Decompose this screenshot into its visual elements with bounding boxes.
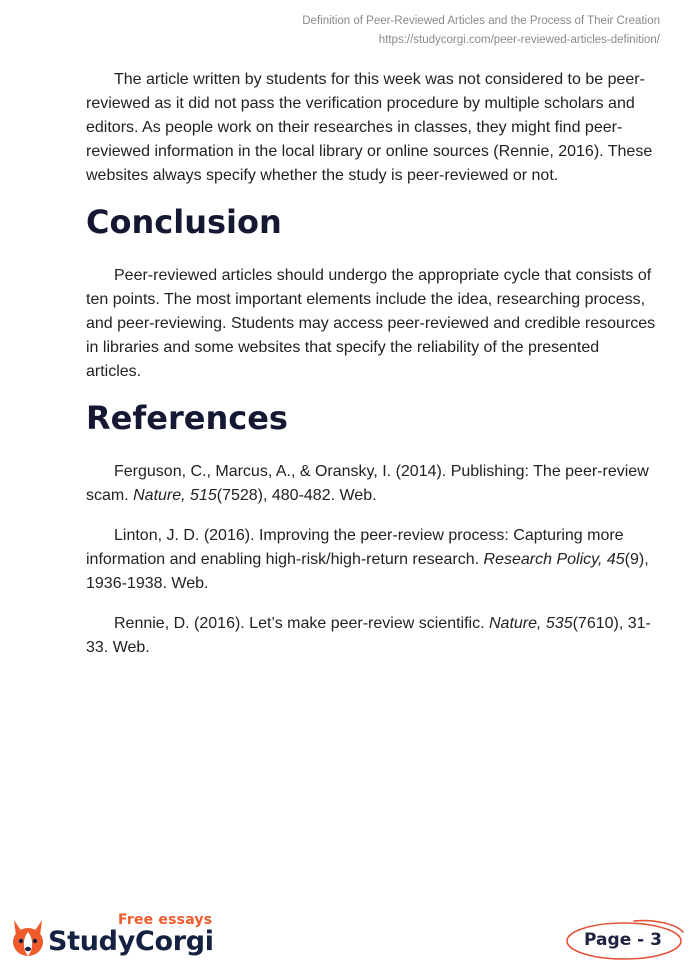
document-body — [86, 68, 658, 660]
document-title: Definition of Peer-Reviewed Articles and the Process of Their Creation — [302, 15, 660, 27]
intro-paragraph: The article written by students for this week was not considered to be peer-reviewed as it did not pass the verification procedure by multiple scholars and editors. As people work on their researches in classes, they might find peer-reviewed information in the local library or online sources (Rennie, 2016). These websites always specify whether the study is peer-reviewed or not. — [86, 71, 653, 184]
page-number: Page - 3 — [584, 930, 662, 950]
reference-details: (7528), 480-482. Web. — [216, 487, 377, 504]
logo-brand-name: StudyCorgi — [48, 926, 214, 957]
logo-tagline: Free essays — [118, 912, 213, 928]
corgi-icon — [10, 918, 46, 958]
reference-text: Linton, J. D. (2016). Improving the peer-review process: Capturing more information and enabling high-risk/high-return research. — [86, 527, 624, 568]
reference-details: (9), 1936-1938. Web. — [86, 551, 649, 592]
reference-text: Ferguson, C., Marcus, A., & Oransky, I. (2014). Publishing: The peer-review scam. — [86, 463, 649, 504]
reference-item — [86, 460, 658, 508]
reference-journal: Nature, 515 — [133, 487, 217, 504]
references-heading: References — [86, 399, 288, 437]
reference-item — [86, 524, 658, 596]
reference-journal: Research Policy, 45 — [483, 551, 625, 568]
document-header — [302, 12, 660, 50]
reference-text: Rennie, D. (2016). Let’s make peer-review scientific. — [114, 615, 489, 632]
conclusion-heading: Conclusion — [86, 203, 282, 241]
studycorgi-logo[interactable] — [10, 912, 220, 962]
reference-journal: Nature, 535 — [488, 615, 573, 632]
page-number-badge — [564, 916, 686, 962]
reference-list — [86, 460, 658, 660]
reference-item — [86, 612, 658, 660]
conclusion-paragraph: Peer-reviewed articles should undergo the appropriate cycle that consists of ten points. The most important elements include the idea, researching process, and peer-reviewing. Students may access peer-reviewed and credible resources in libraries and some websites that specify the reliability of the presented articles. — [86, 267, 656, 380]
document-url[interactable]: https://studycorgi.com/peer-reviewed-articles-definition/ — [378, 34, 660, 46]
reference-details: (7610), 31-33. Web. — [86, 615, 651, 656]
